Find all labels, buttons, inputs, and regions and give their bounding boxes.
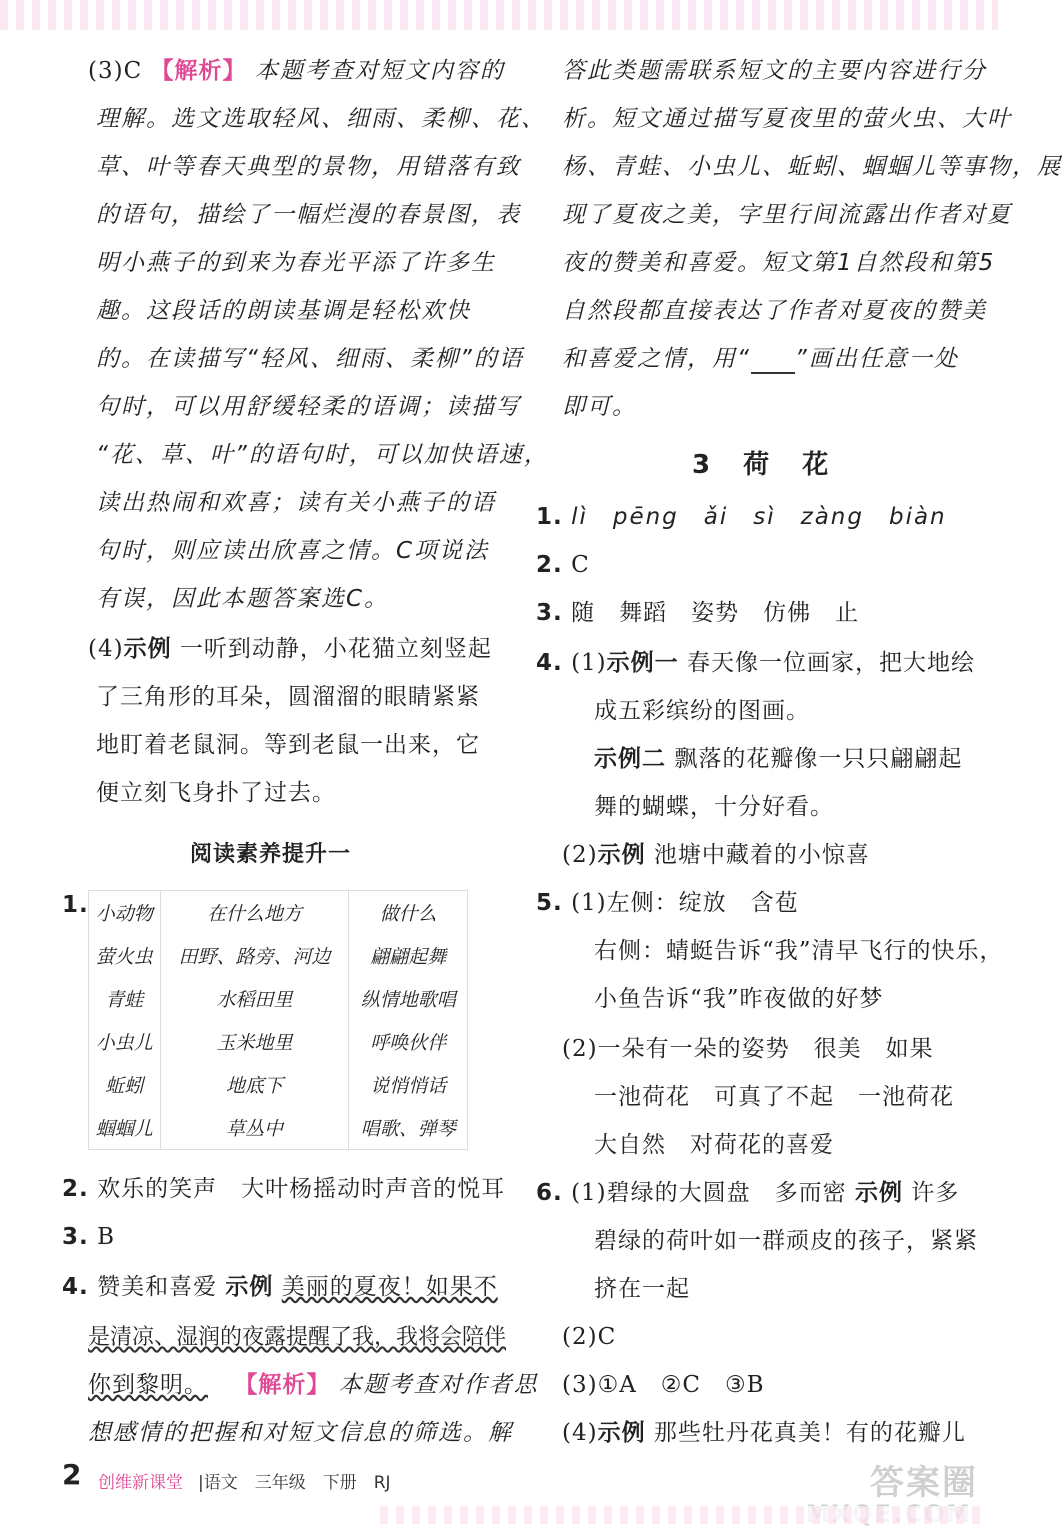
r-answer-4-sub1: (1): [571, 650, 607, 676]
r-answer-5-line-2: 小鱼告诉“我”昨夜做的好梦: [594, 986, 884, 1012]
cont-line-4: 夜的赞美和喜爱。短文第1自然段和第5: [562, 250, 996, 276]
r-answer-4-line-3: 舞的蝴蝶，十分好看。: [594, 794, 834, 820]
r-answer-1-number: 1.: [536, 504, 563, 530]
animals-table: [88, 890, 468, 1150]
subject-info: |语文 三年级 下册 RJ: [198, 1473, 391, 1493]
q3-line-11: 有误，因此本题答案选C。: [96, 586, 390, 612]
answer-2-number: 2.: [62, 1176, 89, 1202]
lesson-title: 3 荷 花: [692, 450, 841, 480]
r-answer-6-line-2: 挤在一起: [594, 1276, 690, 1302]
answer-4-wavy-1: 美丽的夏夜！如果不: [281, 1274, 498, 1300]
r-answer-4-t1: 春天像一位画家，把大地绘: [686, 650, 975, 676]
table-cell: 小虫儿: [89, 1020, 161, 1063]
answer-4-wavy-2: 是清凉、湿润的夜露提醒了我，我将会陪伴: [88, 1325, 507, 1350]
r-answer-5-line-1: 右侧：蜻蜓告诉“我”清早飞行的快乐，: [594, 938, 1004, 964]
cont-line-2: 杨、青蛙、小虫儿、蚯蚓、蝈蝈儿等事物，展: [562, 154, 1062, 180]
r-answer-6-line-4: (3)①A ②C ③B: [562, 1372, 765, 1398]
r-answer-4-label3: 示例: [597, 842, 646, 868]
table-header: 在什么地方: [160, 891, 349, 935]
q4-number: (4): [88, 636, 124, 662]
answer-4-line-3: 想感情的把握和对短文信息的筛选。解: [88, 1420, 513, 1446]
table-cell: 草丛中: [160, 1106, 349, 1150]
r-answer-4-line-1: 成五彩缤纷的图画。: [594, 698, 810, 724]
q3-line-4: 明小燕子的到来为春光平添了许多生: [96, 250, 496, 276]
r-answer-4-sub2: (2): [562, 842, 598, 868]
jiexi-tag-2: 【解析】: [234, 1371, 331, 1398]
q3-line-3: 的语句，描绘了一幅烂漫的春景图，表: [96, 202, 521, 228]
answer-4-pre: 赞美和喜爱: [97, 1274, 218, 1300]
r-answer-2: [536, 550, 590, 580]
q3-line-10: 句时，则应读出欣喜之情。C项说法: [96, 538, 490, 564]
r-answer-5-t1: (1)左侧：绽放 含苞: [571, 890, 799, 916]
r-answer-5-line-4: 一池荷花 可真了不起 一池荷花: [594, 1084, 954, 1110]
top-decoration-band: [0, 0, 998, 30]
q3-line-8: “花、草、叶”的语句时，可以加快语速，: [96, 442, 549, 468]
jiexi-tag: 【解析】: [150, 57, 247, 84]
table-cell: 呼唤伙伴: [349, 1020, 468, 1063]
table-cell: 青蛙: [89, 977, 161, 1020]
answer-4-tail-1: 本题考查对作者思: [338, 1372, 539, 1398]
r-answer-6-label: 示例: [854, 1180, 903, 1206]
answer-3: [62, 1222, 115, 1252]
r-answer-5-line-3: (2)一朵有一朵的姿势 很美 如果: [562, 1036, 934, 1062]
table-cell: 翩翩起舞: [349, 934, 468, 977]
r-answer-3-number: 3.: [536, 600, 563, 626]
q3-line-0: [88, 56, 505, 86]
table-row: [89, 977, 468, 1020]
table-cell: 唱歌、弹琴: [349, 1106, 468, 1150]
q4-example-label: 示例: [123, 636, 172, 662]
table-header: 小动物: [89, 891, 161, 935]
q3-line-5: 趣。这段话的朗读基调是轻松欢快: [96, 298, 471, 324]
section-title: 阅读素养提升一: [190, 842, 352, 867]
q3-line-6: 的。在读描写“轻风、细雨、柔柳”的语: [96, 346, 524, 372]
r-answer-4-number: 4.: [536, 650, 563, 676]
table-cell: 纵情地歌唱: [349, 977, 468, 1020]
r-answer-2-number: 2.: [536, 552, 563, 578]
answer-3-number: 3.: [62, 1224, 89, 1250]
answer-4-example-label: 示例: [225, 1274, 274, 1300]
r-answer-6-line-1: 碧绿的荷叶如一群顽皮的孩子，紧紧: [594, 1228, 978, 1254]
q4-line-1: 了三角形的耳朵，圆溜溜的眼睛紧紧: [96, 684, 480, 710]
cont-line-6b: ”画出任意一处: [794, 346, 959, 372]
cont-line-1: 析。短文通过描写夏夜里的萤火虫、大叶: [562, 106, 1012, 132]
watermark-logo: 答案圈: [870, 1463, 978, 1503]
table-row: [89, 1020, 468, 1063]
r-answer-5-line-0: [536, 888, 799, 918]
r-answer-1-text: lì pēng ǎi sì zàng biàn: [571, 504, 947, 530]
r-answer-4-line-0: [536, 648, 975, 678]
table-cell: 蚯蚓: [89, 1063, 161, 1106]
q3-line-2: 草、叶等春天典型的景物，用错落有致: [96, 154, 521, 180]
table-cell: 蝈蝈儿: [89, 1106, 161, 1150]
q4-line-3: 便立刻飞身扑了过去。: [96, 780, 336, 806]
r-answer-6-t6a: (4): [562, 1420, 598, 1446]
r-answer-6-t6b: 那些牡丹花真美！有的花瓣儿: [653, 1420, 966, 1446]
table-row: [89, 1106, 468, 1150]
r-answer-5-line-5: 大自然 对荷花的喜爱: [594, 1132, 834, 1158]
cont-line-0: 答此类题需联系短文的主要内容进行分: [562, 58, 987, 84]
table-cell: 田野、路旁、河边: [160, 934, 349, 977]
answer-4-wavy-3: 你到黎明。: [88, 1372, 208, 1398]
table-question-number: 1.: [62, 892, 89, 918]
brand-name: 创维新课堂: [98, 1473, 183, 1493]
answer-3-text: B: [97, 1224, 115, 1250]
table-cell: 玉米地里: [160, 1020, 349, 1063]
table-row: [89, 1063, 468, 1106]
answer-2-text: 欢乐的笑声 大叶杨摇动时声音的悦耳: [97, 1176, 506, 1202]
answer-4-line-1: [88, 1322, 506, 1353]
q4-text: 一听到动静，小花猫立刻竖起: [179, 636, 492, 662]
r-answer-2-text: C: [571, 552, 590, 578]
r-answer-6-t1b: 许多: [911, 1180, 960, 1206]
r-answer-1: [536, 502, 947, 532]
answer-4-line-0: [62, 1272, 498, 1302]
table-row: [89, 934, 468, 977]
r-answer-6-label2: 示例: [597, 1420, 646, 1446]
underline-blank: [751, 350, 795, 374]
q3-line-1: 理解。选文选取轻风、细雨、柔柳、花、: [96, 106, 546, 132]
r-answer-6-line-5: [562, 1418, 966, 1448]
answer-4-number: 4.: [62, 1274, 89, 1300]
table-cell: 水稻田里: [160, 977, 349, 1020]
cont-line-6a: 和喜爱之情，用“: [562, 346, 751, 372]
table-header-row: [89, 891, 468, 935]
r-answer-4-line-2: [594, 744, 962, 774]
q3-text: 本题考查对短文内容的: [254, 58, 505, 84]
q3-line-7: 句时，可以用舒缓轻柔的语调；读描写: [96, 394, 521, 420]
page-number: 2: [62, 1458, 82, 1491]
q3-answer: (3)C: [88, 58, 143, 84]
table-cell: 萤火虫: [89, 934, 161, 977]
r-answer-4-t3: 飘落的花瓣像一只只翩翩起: [674, 746, 963, 772]
r-answer-3: [536, 598, 859, 628]
q4-line-2: 地盯着老鼠洞。等到老鼠一出来，它: [96, 732, 480, 758]
table-header: 做什么: [349, 891, 468, 935]
r-answer-5-number: 5.: [536, 890, 563, 916]
r-answer-6-line-0: [536, 1178, 959, 1208]
q4-line-0: [88, 634, 492, 664]
r-answer-4-t5: 池塘中藏着的小惊喜: [653, 842, 870, 868]
r-answer-4-label2: 示例二: [594, 746, 666, 772]
answer-2: [62, 1174, 505, 1204]
q3-line-9: 读出热闹和欢喜；读有关小燕子的语: [96, 490, 496, 516]
r-answer-4-line-4: [562, 840, 870, 870]
r-answer-3-text: 随 舞蹈 姿势 仿佛 止: [571, 600, 860, 626]
cont-line-5: 自然段都直接表达了作者对夏夜的赞美: [562, 298, 987, 324]
table-cell: 地底下: [160, 1063, 349, 1106]
r-answer-6-number: 6.: [536, 1180, 563, 1206]
r-answer-6-t1a: (1)碧绿的大圆盘 多而密: [571, 1180, 847, 1206]
cont-line-3: 现了夏夜之美，字里行间流露出作者对夏: [562, 202, 1012, 228]
r-answer-6-line-3: (2)C: [562, 1324, 617, 1350]
cont-line-6: [562, 344, 959, 374]
table-cell: 说悄悄话: [349, 1063, 468, 1106]
bottom-decoration-band: [380, 1506, 980, 1524]
r-answer-4-label1: 示例一: [606, 650, 679, 676]
answer-4-line-2: [88, 1370, 539, 1400]
cont-line-7: 即可。: [562, 394, 637, 420]
